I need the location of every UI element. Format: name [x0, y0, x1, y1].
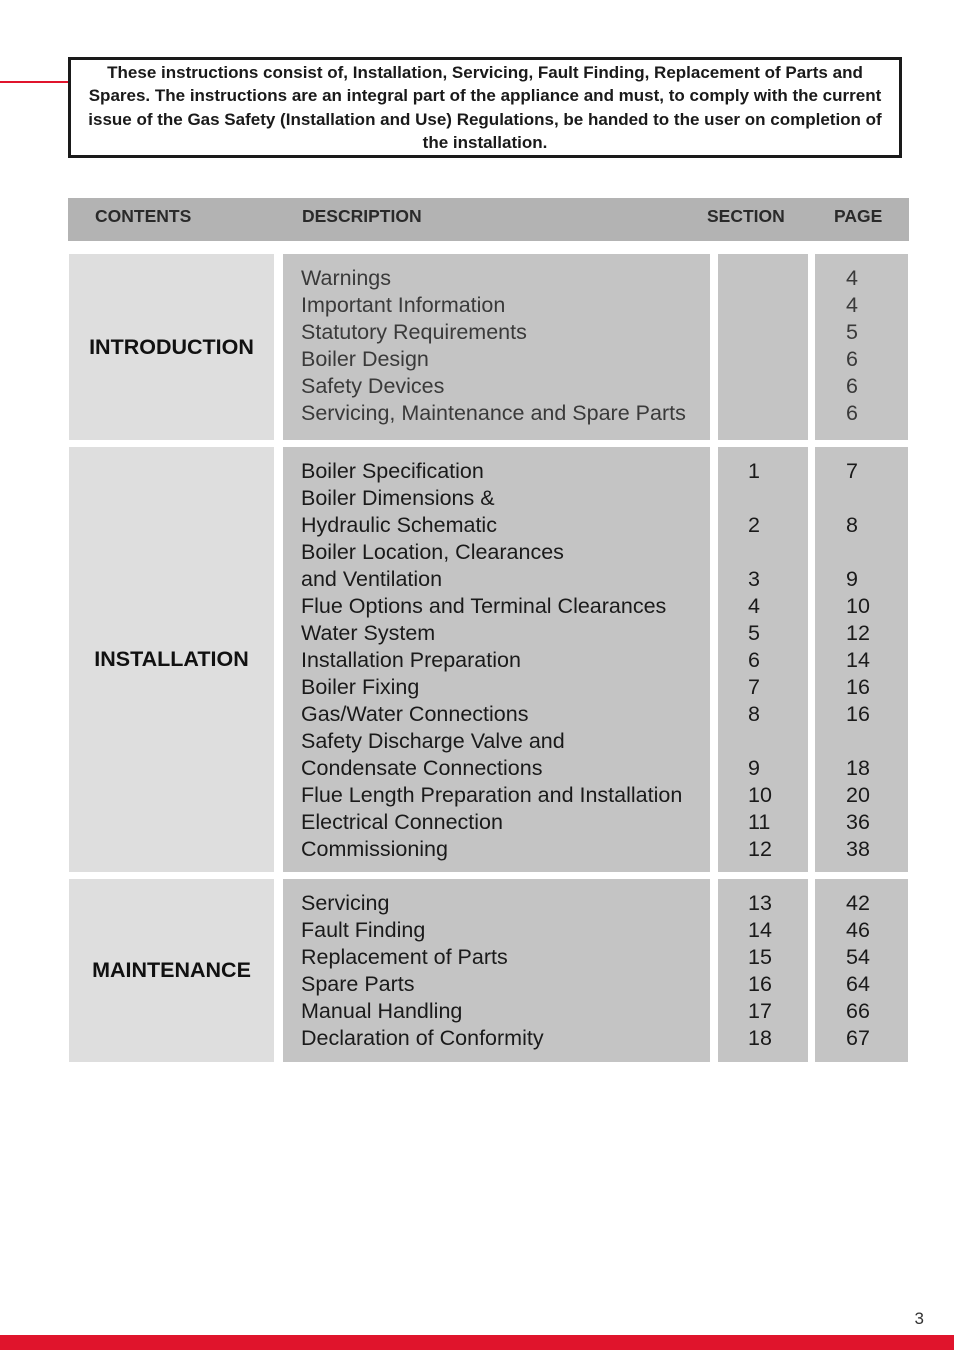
section-column-introduction: [718, 254, 808, 440]
contents-header: [68, 198, 909, 241]
section-label-maintenance: MAINTENANCE: [69, 879, 274, 1062]
contents-entry-section: 6: [748, 648, 760, 672]
contents-entry-section: 14: [748, 918, 772, 942]
contents-entry-page: 42: [846, 891, 870, 915]
contents-entry-description: Safety Devices: [301, 374, 445, 398]
page-number: 3: [914, 1309, 924, 1328]
contents-entry-description: Declaration of Conformity: [301, 1026, 544, 1050]
red-accent-line: [0, 81, 68, 83]
contents-entry-section: 4: [748, 594, 760, 618]
header-page: PAGE: [834, 206, 883, 226]
contents-entry-section: [718, 539, 808, 566]
contents-entry-page: 6: [846, 374, 858, 398]
contents-entry-description: Boiler Location, Clearances: [301, 540, 564, 564]
contents-entry-section: 17: [748, 999, 772, 1023]
section-column-installation: [718, 447, 808, 872]
contents-entry-section: [718, 319, 808, 346]
contents-entry-section: 5: [748, 621, 760, 645]
contents-entry-page: 4: [846, 293, 858, 317]
header-description: DESCRIPTION: [302, 206, 422, 226]
contents-entry-description: Water System: [301, 621, 436, 645]
contents-entry-page: 8: [846, 513, 858, 537]
bottom-red-bar: [0, 1335, 954, 1350]
page-column-maintenance: [815, 879, 908, 1062]
contents-entry-page: 64: [846, 972, 870, 996]
contents-entry-description: Safety Discharge Valve and: [301, 729, 565, 753]
contents-entry-description: Condensate Connections: [301, 756, 543, 780]
contents-entry-section: 7: [748, 675, 760, 699]
contents-entry-section: [718, 728, 808, 755]
section-label-introduction: INTRODUCTION: [69, 254, 274, 440]
section-label-installation: INSTALLATION: [69, 447, 274, 872]
contents-entry-description: Warnings: [301, 266, 392, 290]
contents-entry-section: [718, 292, 808, 319]
contents-entry-page: [815, 539, 908, 566]
contents-entry-description: Electrical Connection: [301, 810, 503, 834]
contents-entry-description: Boiler Specification: [301, 459, 484, 483]
contents-entry-description: Servicing: [301, 891, 390, 915]
contents-entry-page: 4: [846, 266, 858, 290]
contents-entry-page: 9: [846, 567, 858, 591]
contents-entry-section: 1: [748, 459, 760, 483]
contents-entry-description: Spare Parts: [301, 972, 415, 996]
contents-entry-section: 2: [748, 513, 760, 537]
contents-entry-page: 12: [846, 621, 870, 645]
contents-entry-page: 6: [846, 347, 858, 371]
contents-entry-page: 20: [846, 783, 870, 807]
contents-entry-section: 9: [748, 756, 760, 780]
description-column-introduction: [283, 254, 710, 440]
contents-entry-page: 67: [846, 1026, 870, 1050]
contents-entry-section: 13: [748, 891, 772, 915]
description-column-maintenance: [283, 879, 710, 1062]
contents-entry-description: Installation Preparation: [301, 648, 521, 672]
contents-entry-page: 7: [846, 459, 858, 483]
contents-entry-page: 10: [846, 594, 870, 618]
contents-entry-description: Flue Length Preparation and Installation: [301, 783, 683, 807]
contents-entry-page: 5: [846, 320, 858, 344]
contents-entry-page: [815, 485, 908, 512]
header-section: SECTION: [707, 206, 785, 226]
description-column-installation: [283, 447, 710, 872]
contents-entry-description: Important Information: [301, 293, 506, 317]
contents-entry-page: 38: [846, 837, 870, 861]
contents-entry-section: 16: [748, 972, 772, 996]
contents-entry-page: [815, 728, 908, 755]
instructions-notice: [68, 57, 902, 158]
contents-entry-section: [718, 346, 808, 373]
contents-entry-page: 36: [846, 810, 870, 834]
contents-entry-page: 16: [846, 675, 870, 699]
contents-entry-section: 12: [748, 837, 772, 861]
contents-entry-section: 15: [748, 945, 772, 969]
contents-entry-description: and Ventilation: [301, 567, 443, 591]
contents-entry-section: [718, 373, 808, 400]
notice-text: These instructions consist of, Installation, Servicing, Fault Finding, Replacement of Parts and Spares. The instructions are an integral part of the appliance and must, to comply with the current issue of the Gas Safety (Installation and Use) Regulations, be handed to the user on completion of the installation.: [88, 62, 882, 152]
contents-entry-description: Statutory Requirements: [301, 320, 527, 344]
contents-entry-section: 3: [748, 567, 760, 591]
contents-entry-description: Boiler Design: [301, 347, 429, 371]
contents-entry-page: 6: [846, 401, 858, 425]
contents-entry-description: Fault Finding: [301, 918, 426, 942]
contents-entry-description: Servicing, Maintenance and Spare Parts: [301, 401, 686, 425]
contents-entry-description: Flue Options and Terminal Clearances: [301, 594, 667, 618]
contents-entry-section: [718, 265, 808, 292]
contents-entry-section: [718, 400, 808, 427]
contents-entry-page: 66: [846, 999, 870, 1023]
contents-entry-description: Hydraulic Schematic: [301, 513, 497, 537]
contents-entry-description: Commissioning: [301, 837, 448, 861]
contents-entry-description: Manual Handling: [301, 999, 463, 1023]
contents-entry-description: Boiler Dimensions &: [301, 486, 495, 510]
contents-entry-page: 46: [846, 918, 870, 942]
contents-entry-section: 8: [748, 702, 760, 726]
contents-entry-description: Boiler Fixing: [301, 675, 420, 699]
contents-entry-section: 18: [748, 1026, 772, 1050]
header-contents: CONTENTS: [95, 206, 192, 226]
page-column-installation: [815, 447, 908, 872]
contents-entry-description: Gas/Water Connections: [301, 702, 529, 726]
contents-entry-description: Replacement of Parts: [301, 945, 508, 969]
section-column-maintenance: [718, 879, 808, 1062]
contents-entry-page: 16: [846, 702, 870, 726]
page-column-introduction: [815, 254, 908, 440]
contents-entry-page: 18: [846, 756, 870, 780]
contents-entry-section: [718, 485, 808, 512]
contents-entry-page: 14: [846, 648, 870, 672]
contents-entry-section: 11: [748, 810, 771, 834]
contents-entry-section: 10: [748, 783, 772, 807]
contents-entry-page: 54: [846, 945, 870, 969]
